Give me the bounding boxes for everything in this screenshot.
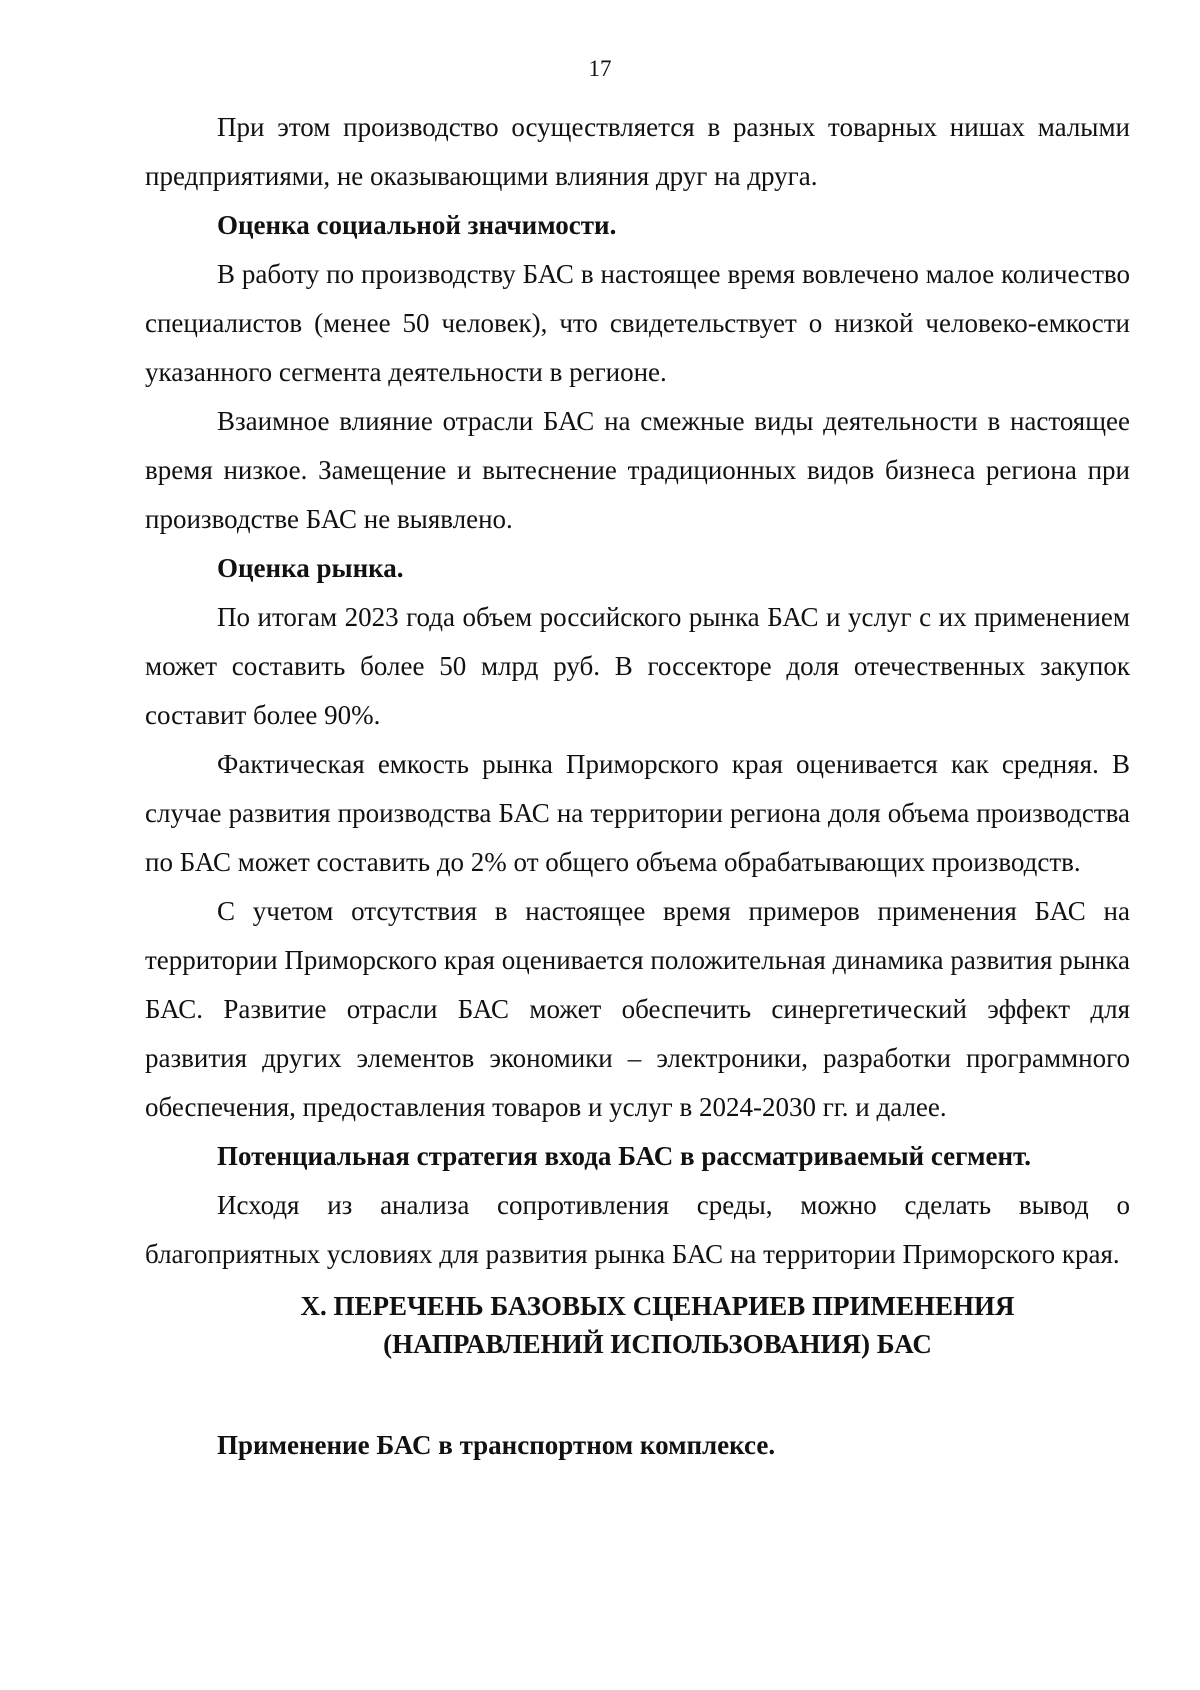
document-body [145, 103, 1130, 1470]
section-subheading: Потенциальная стратегия входа БАС в рассматриваемый сегмент. [217, 1141, 1031, 1171]
paragraph: В работу по производству БАС в настоящее время вовлечено малое количество специалистов (менее 50 человек), что свидетельствует о низкой человеко-емкости указанного сегмента деятельности в регионе. [145, 259, 1130, 387]
paragraph: По итогам 2023 года объем российского рынка БАС и услуг с их применением может составить более 50 млрд руб. В госсекторе доля отечественных закупок составит более 90%. [145, 602, 1130, 730]
chapter-heading-line: (НАПРАВЛЕНИЙ ИСПОЛЬЗОВАНИЯ) БАС [383, 1329, 932, 1359]
chapter-heading-line: X. ПЕРЕЧЕНЬ БАЗОВЫХ СЦЕНАРИЕВ ПРИМЕНЕНИЯ [300, 1291, 1015, 1321]
section-subheading: Оценка рынка. [217, 553, 404, 583]
section-subheading: Оценка социальной значимости. [217, 210, 617, 240]
paragraph: Фактическая емкость рынка Приморского края оценивается как средняя. В случае развития производства БАС на территории региона доля объема производства по БАС может составить до 2% от общего объема обрабатывающих производств. [145, 749, 1130, 877]
chapter-heading [145, 1287, 1130, 1363]
section-subheading: Применение БАС в транспортном комплексе. [217, 1430, 776, 1460]
paragraph: С учетом отсутствия в настоящее время примеров применения БАС на территории Приморского края оценивается положительная динамика развития рынка БАС. Развитие отрасли БАС может обеспечить синергетический эффект для развития других элементов экономики – электроники, разработки программного обеспечения, предоставления товаров и услуг в 2024-2030 гг. и далее. [145, 896, 1130, 1122]
paragraph: При этом производство осуществляется в разных товарных нишах малыми предприятиями, не оказывающими влияния друг на друга. [145, 112, 1130, 191]
paragraph: Исходя из анализа сопротивления среды, можно сделать вывод о благоприятных условиях для развития рынка БАС на территории Приморского края. [145, 1190, 1130, 1269]
paragraph: Взаимное влияние отрасли БАС на смежные виды деятельности в настоящее время низкое. Замещение и вытеснение традиционных видов бизнеса региона при производстве БАС не выявлено. [145, 406, 1130, 534]
page-number: 17 [588, 56, 612, 81]
